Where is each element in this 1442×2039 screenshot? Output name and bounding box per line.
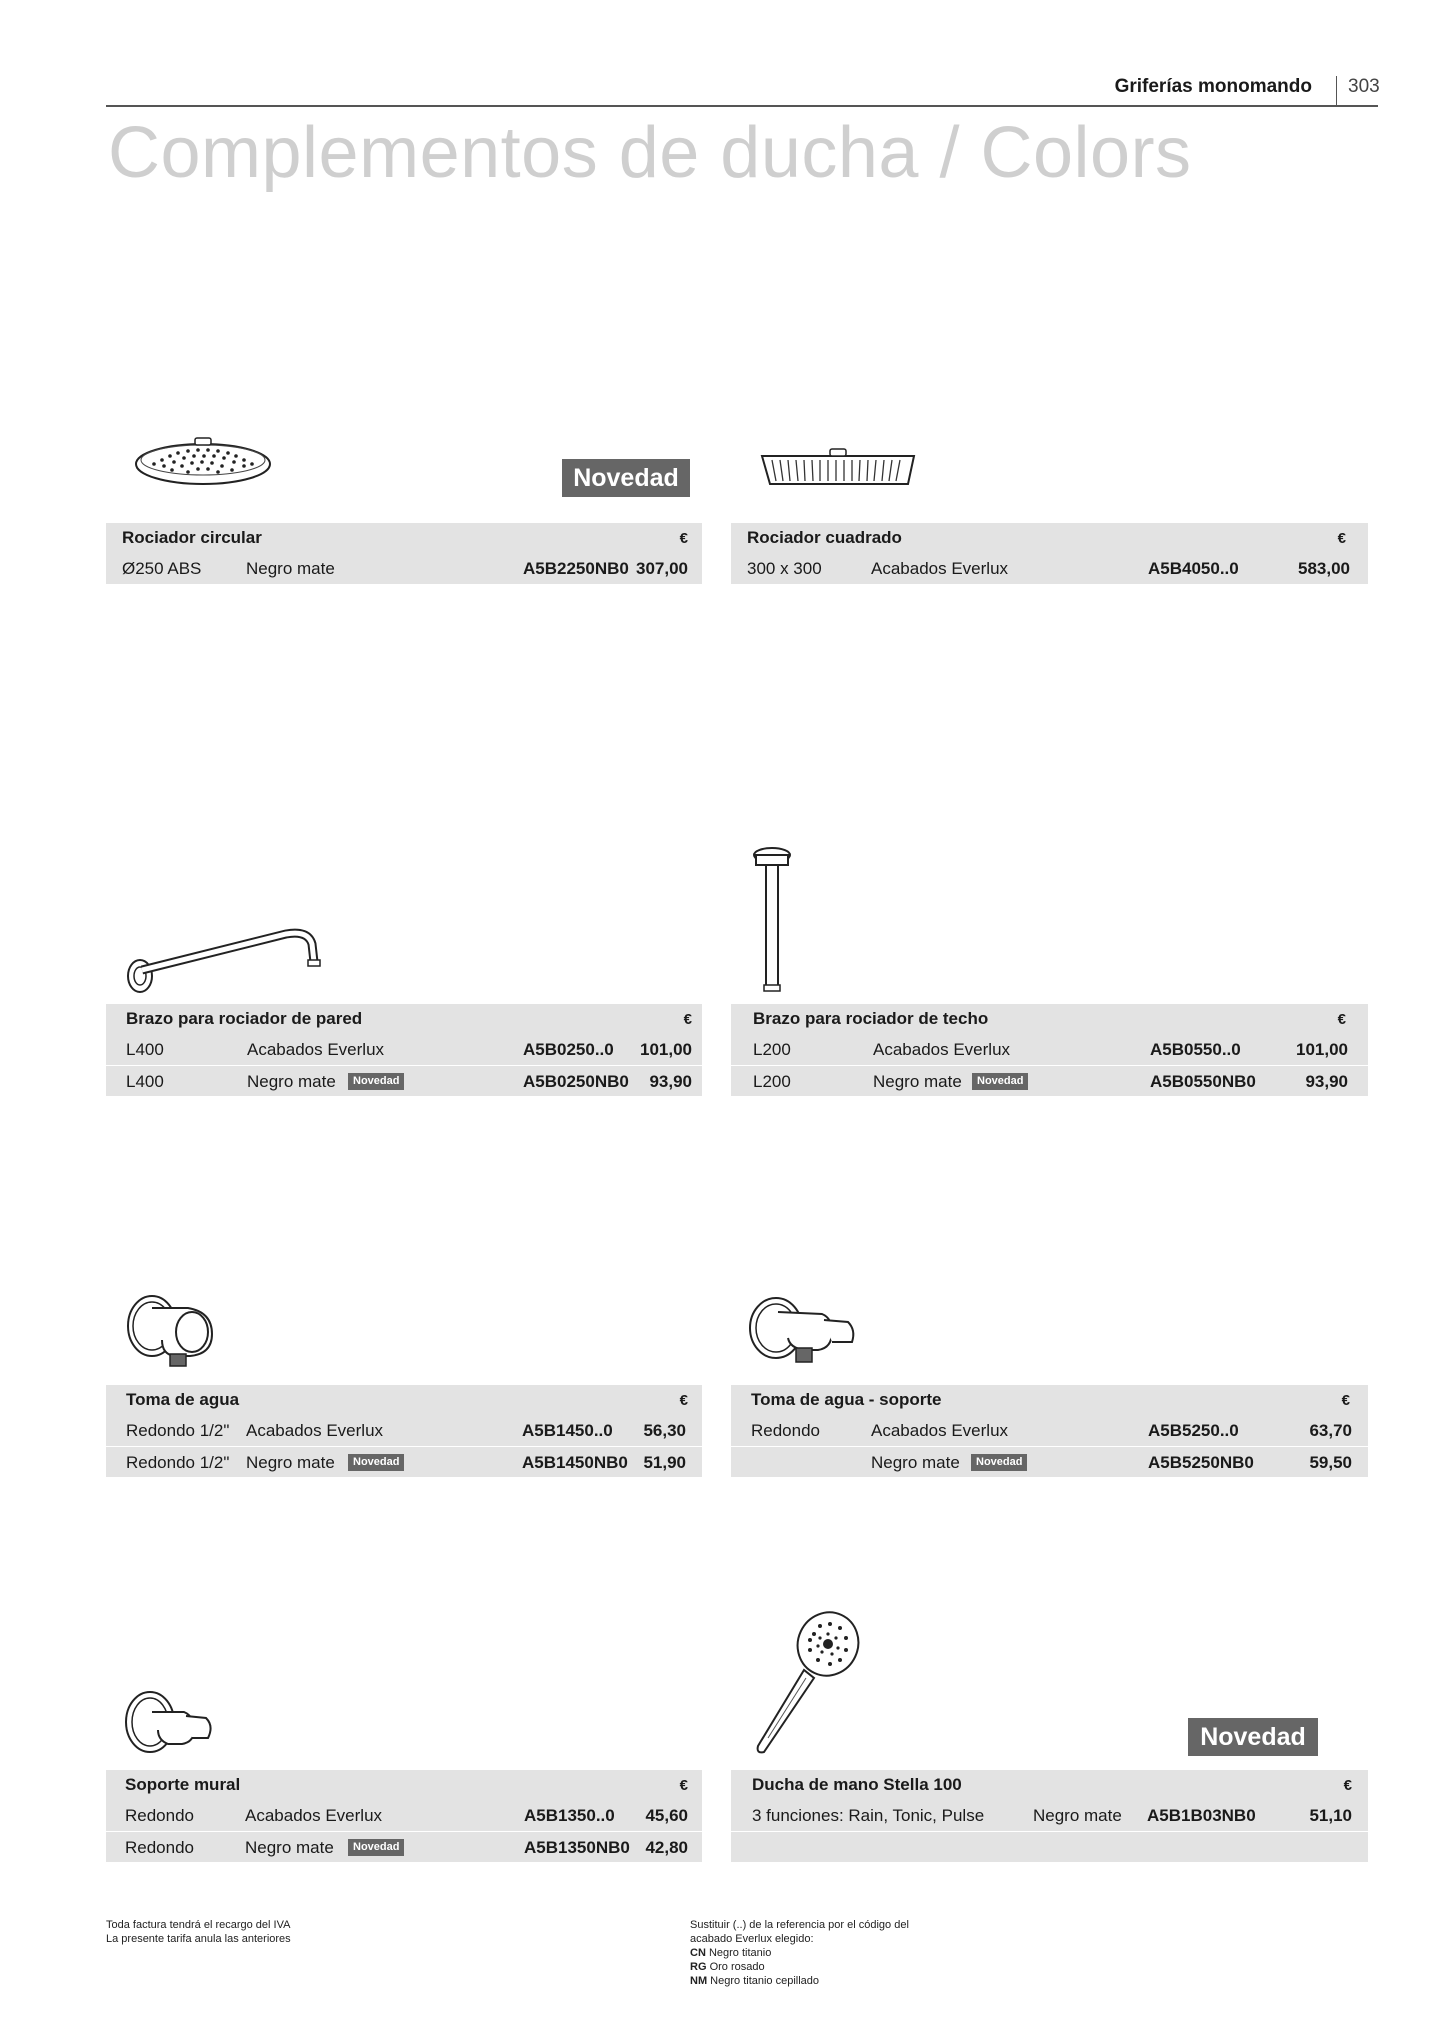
product-name: Brazo para rociador de pared	[126, 1009, 363, 1028]
finish-cell: Negro mate	[245, 1838, 334, 1857]
price-cell: 101,00	[1296, 1040, 1348, 1059]
price-cell: 583,00	[1298, 559, 1350, 578]
price-cell: 59,50	[1309, 1453, 1352, 1472]
ceiling-arm-image	[748, 845, 796, 995]
code-cell: A5B2250NB0	[523, 559, 629, 578]
code-cell: A5B0250NB0	[523, 1072, 629, 1091]
size-cell: Redondo 1/2"	[126, 1421, 230, 1440]
size-cell: 300 x 300	[747, 559, 822, 578]
table-row	[106, 1415, 702, 1446]
page-title: Complementos de ducha / Colors	[108, 113, 1192, 193]
footer-note: Toda factura tendrá el recargo del IVA	[106, 1919, 291, 1931]
code-cell: A5B1B03NB0	[1147, 1806, 1256, 1825]
product-brazo-techo	[731, 1004, 1368, 1096]
code-cell: A5B1450..0	[522, 1421, 613, 1440]
product-soporte-mural	[106, 1770, 702, 1862]
size-cell: L200	[753, 1072, 791, 1091]
finish-label: Negro titanio	[708, 1947, 772, 1959]
price-cell: 51,90	[643, 1453, 686, 1472]
table-row	[106, 1800, 702, 1831]
finish-code: NM	[690, 1975, 708, 1987]
product-toma-agua-soporte	[731, 1385, 1368, 1477]
novedad-badge: Novedad	[971, 1454, 1027, 1471]
code-cell: A5B0550NB0	[1150, 1072, 1256, 1091]
price-cell: 307,00	[636, 559, 688, 578]
finish-code-item	[690, 1946, 909, 1960]
table-row-empty	[731, 1831, 1368, 1862]
size-cell: L400	[126, 1072, 164, 1091]
currency-label: €	[1343, 1777, 1352, 1794]
size-cell: Redondo	[125, 1806, 195, 1825]
footer-note: acabado Everlux elegido:	[690, 1933, 814, 1945]
product-header	[731, 1385, 1368, 1415]
currency-label: €	[1341, 1392, 1350, 1409]
wall-arm-image	[124, 926, 324, 996]
finish-cell: Negro mate	[873, 1072, 962, 1091]
novedad-badge-large: Novedad	[562, 459, 690, 497]
product-header	[106, 1770, 702, 1800]
footer-note: Sustituir (..) de la referencia por el código del	[690, 1919, 909, 1931]
price-cell: 51,10	[1309, 1806, 1352, 1825]
round-shower-head-image	[132, 436, 274, 488]
finish-code: RG	[690, 1961, 707, 1973]
product-name: Toma de agua	[126, 1390, 240, 1409]
table-row	[731, 553, 1368, 584]
product-name: Rociador circular	[122, 528, 262, 547]
currency-label: €	[679, 1777, 688, 1794]
product-ducha-stella	[731, 1770, 1368, 1862]
table-row	[106, 1446, 702, 1477]
code-cell: A5B5250..0	[1148, 1421, 1239, 1440]
finish-cell: Negro mate	[246, 559, 335, 578]
product-header	[106, 1004, 702, 1034]
finish-cell: Negro mate	[1033, 1806, 1122, 1825]
wall-bracket-image	[124, 1686, 214, 1756]
product-header	[731, 1770, 1368, 1800]
product-name: Ducha de mano Stella 100	[752, 1775, 962, 1794]
finish-label: Negro titanio cepillado	[710, 1975, 820, 1987]
finish-cell: Acabados Everlux	[873, 1040, 1011, 1059]
code-cell: A5B0250..0	[523, 1040, 614, 1059]
finish-code-item	[690, 1974, 909, 1988]
footer-right	[690, 1918, 909, 1988]
product-rociador-cuadrado	[731, 523, 1368, 584]
page-number: 303	[1336, 76, 1384, 106]
finish-code: CN	[690, 1947, 706, 1959]
price-cell: 42,80	[645, 1838, 688, 1857]
price-cell: 101,00	[640, 1040, 692, 1059]
price-cell: 56,30	[643, 1421, 686, 1440]
table-row	[106, 1831, 702, 1862]
product-rociador-circular	[106, 523, 702, 584]
size-cell: Ø250 ABS	[122, 559, 202, 578]
code-cell: A5B0550..0	[1150, 1040, 1241, 1059]
code-cell: A5B1450NB0	[522, 1453, 628, 1472]
code-cell: A5B1350..0	[524, 1806, 615, 1825]
novedad-badge: Novedad	[972, 1073, 1028, 1090]
novedad-badge: Novedad	[348, 1073, 404, 1090]
size-cell: L400	[126, 1040, 164, 1059]
footer-note: La presente tarifa anula las anteriores	[106, 1933, 291, 1945]
product-header	[731, 1004, 1368, 1034]
finish-cell: Acabados Everlux	[246, 1421, 384, 1440]
finish-cell: Acabados Everlux	[247, 1040, 385, 1059]
water-outlet-image	[126, 1290, 218, 1370]
product-toma-agua	[106, 1385, 702, 1477]
code-cell: A5B4050..0	[1148, 559, 1239, 578]
novedad-badge-large: Novedad	[1188, 1718, 1318, 1756]
finish-label: Oro rosado	[709, 1961, 765, 1973]
price-cell: 93,90	[649, 1072, 692, 1091]
size-cell: Redondo	[125, 1838, 195, 1857]
novedad-badge: Novedad	[348, 1839, 404, 1856]
currency-label: €	[1337, 530, 1346, 547]
table-row	[731, 1065, 1368, 1096]
finish-cell: Negro mate	[247, 1072, 336, 1091]
product-header	[731, 523, 1368, 553]
currency-label: €	[1337, 1011, 1346, 1028]
product-name: Brazo para rociador de techo	[753, 1009, 989, 1028]
finish-cell: Acabados Everlux	[245, 1806, 383, 1825]
price-cell: 45,60	[645, 1806, 688, 1825]
table-row	[106, 1034, 702, 1065]
currency-label: €	[679, 1392, 688, 1409]
product-name: Rociador cuadrado	[747, 528, 902, 547]
table-row	[731, 1034, 1368, 1065]
finish-cell: Negro mate	[871, 1453, 960, 1472]
currency-label: €	[679, 530, 688, 547]
novedad-badge: Novedad	[348, 1454, 404, 1471]
header-rule	[106, 105, 1378, 107]
table-row	[106, 553, 702, 584]
size-cell: 3 funciones: Rain, Tonic, Pulse	[752, 1806, 985, 1825]
code-cell: A5B1350NB0	[524, 1838, 630, 1857]
size-cell: L200	[753, 1040, 791, 1059]
product-header	[106, 1385, 702, 1415]
product-name: Soporte mural	[125, 1775, 241, 1794]
square-shower-head-image	[758, 448, 918, 490]
product-name: Toma de agua - soporte	[751, 1390, 942, 1409]
size-cell: Redondo	[751, 1421, 821, 1440]
table-row	[731, 1415, 1368, 1446]
table-row	[731, 1446, 1368, 1477]
size-cell: Redondo 1/2"	[126, 1453, 230, 1472]
currency-label: €	[683, 1011, 692, 1028]
finish-cell: Negro mate	[246, 1453, 335, 1472]
code-cell: A5B5250NB0	[1148, 1453, 1254, 1472]
table-row	[106, 1065, 702, 1096]
price-cell: 93,90	[1305, 1072, 1348, 1091]
finish-code-item	[690, 1960, 909, 1974]
price-cell: 63,70	[1309, 1421, 1352, 1440]
finish-cell: Acabados Everlux	[871, 1421, 1009, 1440]
finish-cell: Acabados Everlux	[871, 559, 1009, 578]
product-brazo-pared	[106, 1004, 702, 1096]
footer-left	[106, 1918, 291, 1946]
water-outlet-support-image	[748, 1292, 858, 1372]
section-title: Griferías monomando	[1114, 76, 1312, 97]
hand-shower-image	[748, 1608, 868, 1758]
product-header	[106, 523, 702, 553]
table-row	[731, 1800, 1368, 1831]
